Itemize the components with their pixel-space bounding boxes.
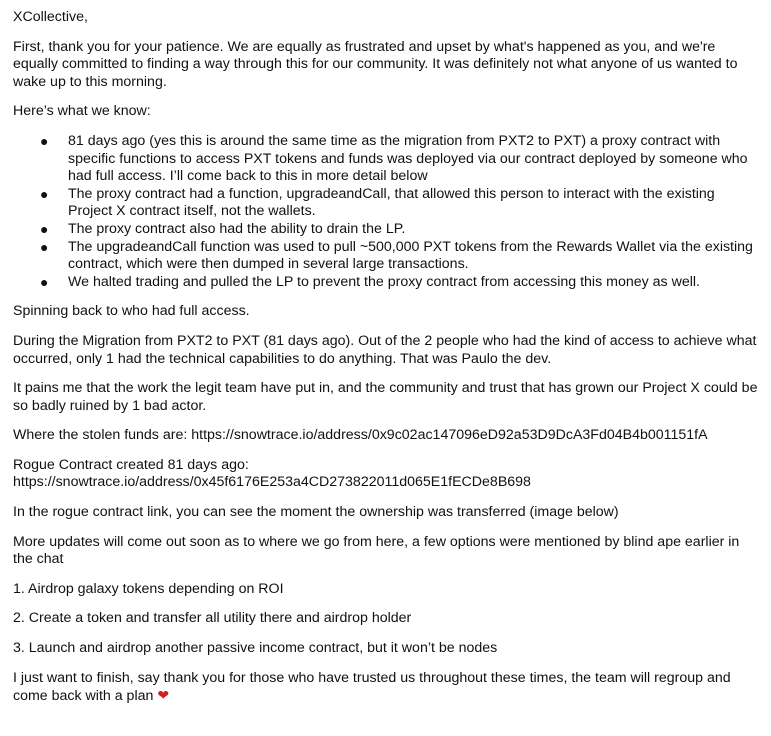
option-1: 1. Airdrop galaxy tokens depending on ROI <box>13 580 284 597</box>
what-we-know-heading: Here’s what we know: <box>13 103 151 120</box>
list-item: ● The proxy contract had a function, upgradeandCall, that allowed this person to interact with the existing Project X contract itself, not the wallets. <box>40 185 715 220</box>
more-updates-paragraph: More updates will come out soon as to where we go from here, a few options were mentioned by blind ape earlier in the chat <box>13 533 740 568</box>
rogue-contract-label: Rogue Contract created 81 days ago: <box>13 456 249 473</box>
greeting: XCollective, <box>13 9 88 25</box>
bullet-icon: ● <box>40 273 49 290</box>
heart-icon: ❤ <box>157 687 170 704</box>
bullet-icon: ● <box>40 132 49 149</box>
stolen-funds-paragraph: Where the stolen funds are: https://snowtrace.io/address/0x9c02ac147096eD92a53D9DcA3Fd04B4b001151fA <box>13 427 708 444</box>
list-item: ● The upgradeandCall function was used to pull ~500,000 PXT tokens from the Rewards Wallet via the existing contract, which were then dumped in several large transactions. <box>40 238 753 273</box>
list-item: ● We halted trading and pulled the LP to prevent the proxy contract from accessing this money as well. <box>40 273 700 290</box>
bullet-icon: ● <box>40 185 49 202</box>
migration-paragraph: During the Migration from PXT2 to PXT (81 days ago). Out of the 2 people who had the kind of access to achieve what occurred, only 1 had the technical capabilities to do anything. That was Paulo the dev. <box>13 332 757 367</box>
intro-paragraph: First, thank you for your patience. We are equally as frustrated and upset by what's happened as you, and we're equally committed to finding a way through this for our community. It was definitely not what anyone of us wanted to wake up to this morning. <box>13 38 738 90</box>
bullet-icon: ● <box>40 220 49 237</box>
bullet-icon: ● <box>40 238 49 255</box>
closing-text: I just want to finish, say thank you for those who have trusted us throughout these times, the team will regroup and come back with a plan <box>13 669 731 705</box>
list-item: ● 81 days ago (yes this is around the same time as the migration from PXT2 to PXT) a proxy contract with specific functions to access PXT tokens and funds was deployed via our contract deployed by someone who had full access. I’ll come back to this in more detail below <box>40 132 748 185</box>
option-3: 3. Launch and airdrop another passive income contract, but it won’t be nodes <box>13 640 498 657</box>
spinning-back-paragraph: Spinning back to who had full access. <box>13 303 250 320</box>
ownership-paragraph: In the rogue contract link, you can see the moment the ownership was transferred (image below) <box>13 504 619 521</box>
option-2: 2. Create a token and transfer all utility there and airdrop holder <box>13 610 412 627</box>
pains-paragraph: It pains me that the work the legit team have put in, and the community and trust that has grown our Project X could be so badly ruined by 1 bad actor. <box>13 380 758 414</box>
rogue-contract-url: https://snowtrace.io/address/0x45f6176E253a4CD273822011d065E1fECDe8B698 <box>13 474 531 491</box>
list-item: ● The proxy contract also had the ability to drain the LP. <box>40 220 406 237</box>
closing-paragraph <box>13 670 759 706</box>
facts-list <box>13 133 759 291</box>
